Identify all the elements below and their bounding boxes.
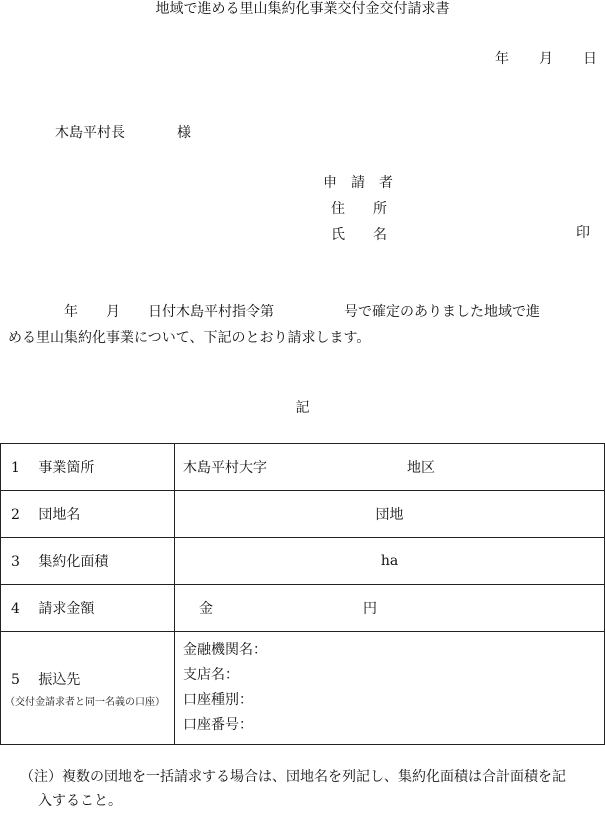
amount-suffix: 円 bbox=[363, 601, 377, 617]
location-prefix: 木島平村大字 bbox=[183, 460, 267, 476]
row-transfer-label-cell bbox=[1, 632, 175, 745]
document-title: 地域で進める里山集約化事業交付金交付請求書 bbox=[155, 1, 450, 17]
detail-table bbox=[0, 443, 605, 745]
date-year-label: 年 bbox=[495, 51, 509, 67]
row-location-value bbox=[175, 444, 605, 491]
footnote bbox=[20, 765, 600, 813]
request-body bbox=[8, 299, 600, 351]
address-label: 住 所 bbox=[331, 201, 387, 217]
table-row-amount bbox=[1, 585, 605, 632]
date-line bbox=[495, 50, 597, 68]
amount-prefix: 金 bbox=[199, 601, 213, 617]
footnote-line1: （注）複数の団地を一括請求する場合は、団地名を列記し、集約化面積は合計面積を記 bbox=[20, 769, 566, 785]
addressee bbox=[55, 124, 191, 142]
request-body-line1: 年 月 日付木島平村指令第 号で確定のありました地域で進 bbox=[8, 304, 540, 320]
table-row-danchi bbox=[1, 491, 605, 538]
table-row-location bbox=[1, 444, 605, 491]
row-transfer-value bbox=[175, 632, 605, 745]
date-month-label: 月 bbox=[539, 51, 553, 67]
footnote-line2: 入すること。 bbox=[38, 793, 122, 809]
row-transfer-label: 5 振込先 bbox=[11, 671, 81, 688]
branch-label: 支店名： bbox=[183, 667, 239, 683]
ki-heading: 記 bbox=[295, 400, 310, 416]
row-location-label: 1 事業箇所 bbox=[1, 444, 175, 491]
applicant-label: 申 請 者 bbox=[323, 175, 393, 191]
account-number-label: 口座番号： bbox=[183, 717, 253, 733]
row-amount-label: 4 請求金額 bbox=[1, 585, 175, 632]
location-suffix: 地区 bbox=[407, 460, 435, 476]
addressee-honorific: 様 bbox=[177, 125, 191, 141]
row-danchi-value: 団地 bbox=[175, 491, 605, 538]
name-label: 氏 名 bbox=[331, 227, 387, 243]
bank-name-label: 金融機関名： bbox=[183, 642, 267, 658]
table-row-transfer bbox=[1, 632, 605, 745]
addressee-name: 木島平村長 bbox=[55, 125, 125, 141]
seal-mark: 印 bbox=[576, 225, 590, 241]
row-amount-value bbox=[175, 585, 605, 632]
request-body-line2: める里山集約化事業について、下記のとおり請求します。 bbox=[8, 330, 371, 346]
row-area-value: ha bbox=[175, 538, 605, 585]
row-transfer-sublabel: （交付金請求者と同一名義の口座） bbox=[5, 696, 165, 708]
date-day-label: 日 bbox=[583, 51, 597, 67]
row-area-label: 3 集約化面積 bbox=[1, 538, 175, 585]
account-type-label: 口座種別： bbox=[183, 692, 253, 708]
applicant-block bbox=[323, 174, 393, 252]
table-row-area bbox=[1, 538, 605, 585]
row-danchi-label: 2 団地名 bbox=[1, 491, 175, 538]
